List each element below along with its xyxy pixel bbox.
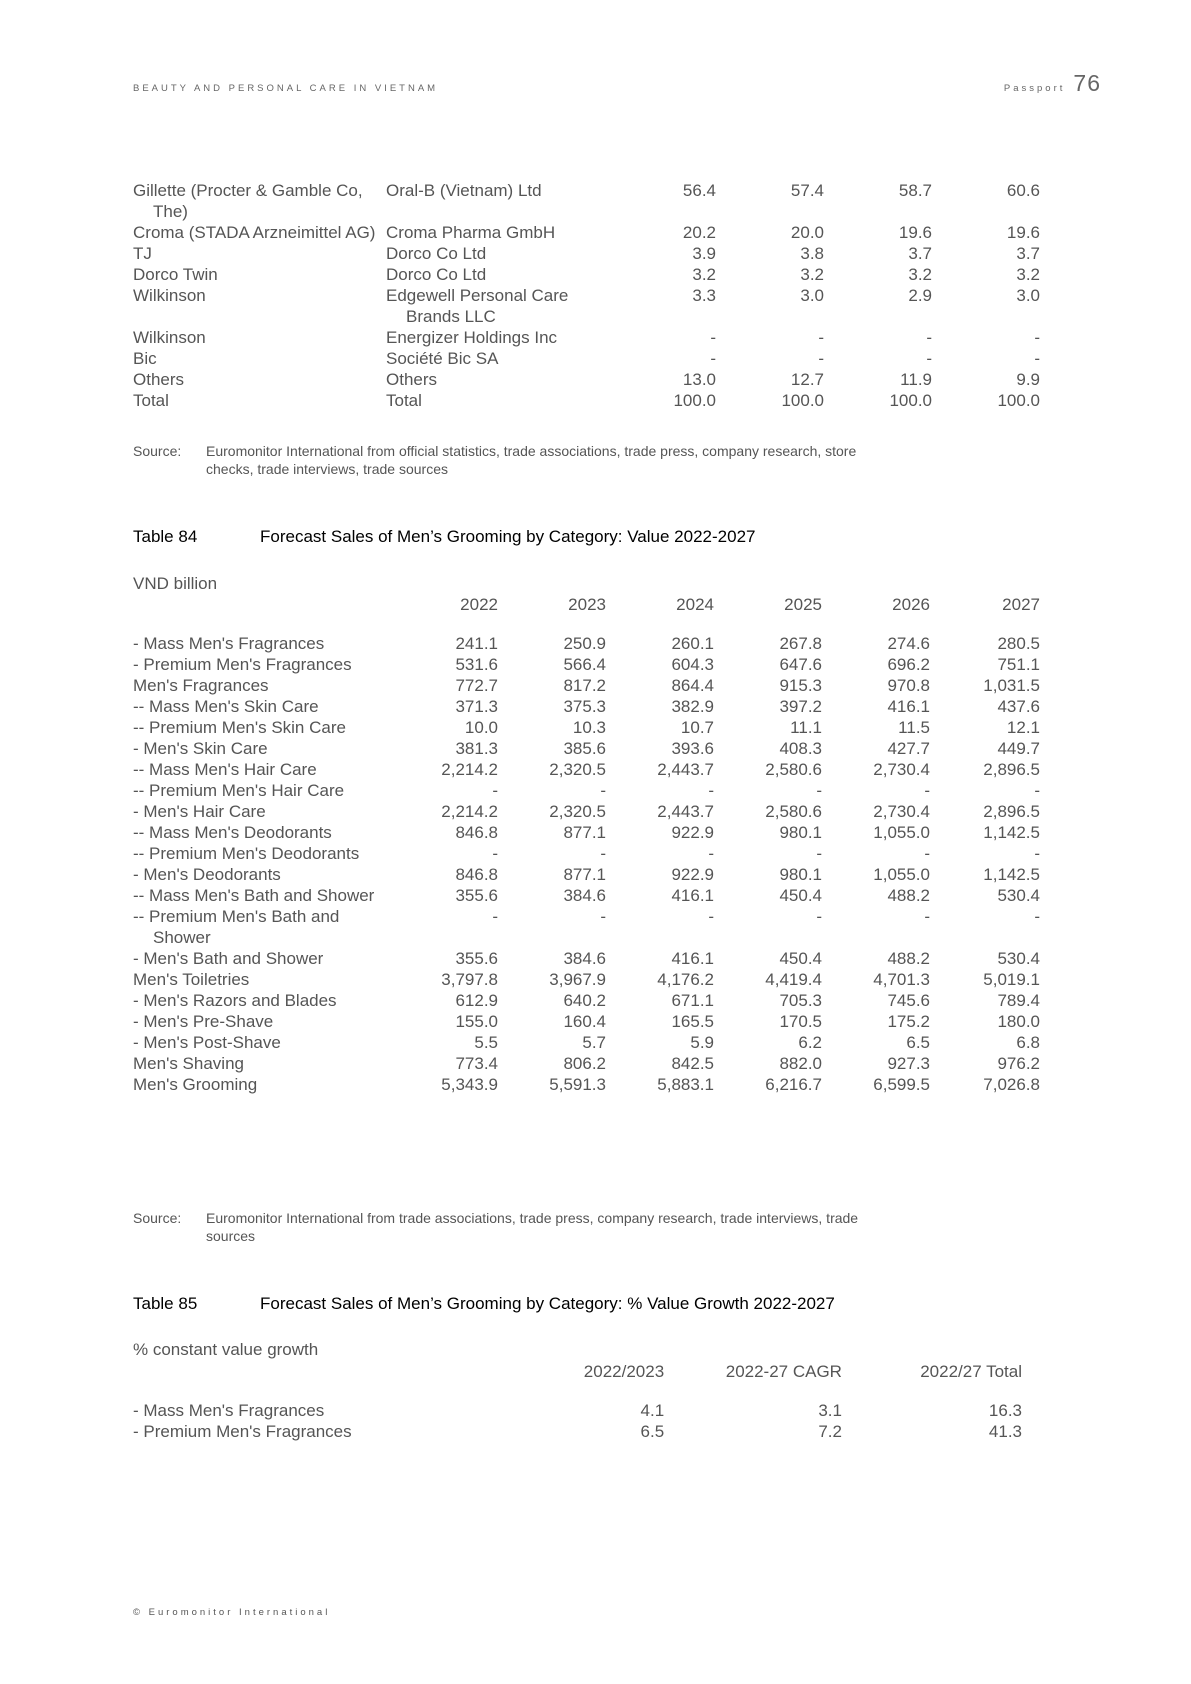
value-cell: -: [708, 844, 714, 863]
value-cell: 842.5: [671, 1054, 714, 1073]
category-cell: - Premium Men's Fragrances: [133, 1422, 352, 1441]
value-cell: 57.4: [790, 181, 824, 200]
value-cell: 922.9: [671, 865, 714, 884]
value-cell: 100.0: [997, 391, 1040, 410]
value-cell: 976.2: [997, 1054, 1040, 1073]
value-cell: 846.8: [455, 865, 498, 884]
value-cell: 384.6: [563, 949, 606, 968]
value-cell: 60.6: [1006, 181, 1040, 200]
value-cell: -: [492, 781, 498, 800]
value-cell: 2,320.5: [549, 802, 606, 821]
value-cell: 56.4: [682, 181, 716, 200]
table-row: [133, 717, 1040, 738]
value-cell: 531.6: [455, 655, 498, 674]
value-cell: -: [926, 349, 932, 368]
value-cell: 180.0: [997, 1012, 1040, 1031]
value-cell: 41.3: [988, 1422, 1022, 1441]
value-cell: 2,896.5: [983, 802, 1040, 821]
source-text: Euromonitor International from official statistics, trade associations, trade press, company research, store checks, trade interviews, trade sources: [206, 443, 857, 477]
table-row: [133, 654, 1040, 675]
value-cell: -: [708, 907, 714, 926]
value-cell: 6,599.5: [873, 1075, 930, 1094]
category-cell: -- Mass Men's Hair Care: [133, 760, 317, 779]
value-cell: -: [924, 907, 930, 926]
year-header: 2024: [676, 595, 714, 614]
table-row: [133, 1421, 1022, 1442]
value-cell: 751.1: [997, 655, 1040, 674]
value-cell: 612.9: [455, 991, 498, 1010]
value-cell: 437.6: [997, 697, 1040, 716]
value-cell: 100.0: [889, 391, 932, 410]
value-cell: -: [1034, 844, 1040, 863]
value-cell: 11.9: [900, 370, 932, 389]
table-row: [133, 759, 1040, 780]
brand-cell: Gillette (Procter & Gamble Co, The): [133, 181, 363, 221]
table-row: [133, 948, 1040, 969]
table85-title: [133, 1294, 835, 1314]
brand-cell: Wilkinson: [133, 286, 206, 305]
value-cell: 280.5: [997, 634, 1040, 653]
value-cell: 160.4: [563, 1012, 606, 1031]
brand-cell: Dorco Twin: [133, 265, 218, 284]
value-cell: 488.2: [887, 886, 930, 905]
value-cell: 1,031.5: [983, 676, 1040, 695]
value-cell: 3.2: [908, 265, 932, 284]
value-cell: 705.3: [779, 991, 822, 1010]
value-cell: 6.5: [906, 1033, 930, 1052]
value-cell: 371.3: [455, 697, 498, 716]
category-cell: -- Mass Men's Deodorants: [133, 823, 332, 842]
table-row: [133, 633, 1040, 654]
value-cell: 566.4: [563, 655, 606, 674]
value-cell: 355.6: [455, 886, 498, 905]
value-cell: 4.1: [640, 1401, 665, 1420]
value-cell: -: [600, 781, 606, 800]
value-cell: 927.3: [887, 1054, 930, 1073]
value-cell: 7,026.8: [983, 1075, 1040, 1094]
value-cell: 3.1: [818, 1401, 842, 1420]
value-cell: 397.2: [779, 697, 822, 716]
source-label: Source:: [133, 443, 182, 459]
table-row: [133, 390, 1040, 411]
value-cell: 3.3: [692, 286, 716, 305]
source-text: Euromonitor International from trade associations, trade press, company research, trade interviews, trade sources: [206, 1210, 859, 1244]
value-cell: 647.6: [779, 655, 822, 674]
category-cell: -- Premium Men's Hair Care: [133, 781, 345, 800]
table-row: [133, 801, 1040, 822]
table-row: [133, 348, 1040, 369]
table-row: [133, 696, 1040, 717]
table-row: [133, 822, 1040, 843]
company-cell: Dorco Co Ltd: [386, 244, 487, 263]
category-cell: - Men's Skin Care: [133, 739, 268, 758]
table-row: [133, 675, 1040, 696]
value-cell: 864.4: [671, 676, 714, 695]
forecast-value-table: [133, 594, 1040, 1095]
value-cell: 393.6: [671, 739, 714, 758]
value-cell: 1,055.0: [873, 823, 930, 842]
category-cell: - Premium Men's Fragrances: [133, 655, 352, 674]
table-row: [133, 243, 1040, 264]
value-cell: -: [818, 328, 824, 347]
company-cell: Société Bic SA: [386, 349, 499, 368]
table84-title: [133, 527, 755, 547]
category-cell: Men's Fragrances: [133, 676, 269, 695]
brand-cell: Croma (STADA Arzneimittel AG): [133, 223, 376, 242]
table84-unit: VND billion: [133, 574, 218, 593]
value-cell: 355.6: [455, 949, 498, 968]
table-row: [133, 1011, 1040, 1032]
value-cell: 382.9: [671, 697, 714, 716]
category-cell: Men's Shaving: [133, 1054, 244, 1073]
company-cell: Edgewell Personal Care Brands LLC: [386, 286, 569, 326]
table-row: [133, 1053, 1040, 1074]
company-cell: Total: [386, 391, 422, 410]
value-cell: 100.0: [673, 391, 716, 410]
value-cell: -: [924, 844, 930, 863]
table85-unit: % constant value growth: [133, 1340, 319, 1359]
company-cell: Energizer Holdings Inc: [386, 328, 558, 347]
value-cell: 3.0: [800, 286, 824, 305]
value-cell: 5.7: [582, 1033, 606, 1052]
value-cell: 10.7: [680, 718, 714, 737]
table-row: [133, 285, 1040, 327]
category-cell: -- Mass Men's Skin Care: [133, 697, 319, 716]
source-label: Source:: [133, 1210, 182, 1226]
table-row: [133, 1074, 1040, 1095]
company-cell: Dorco Co Ltd: [386, 265, 487, 284]
value-cell: -: [926, 328, 932, 347]
header-row: [133, 594, 1040, 615]
table85-number: Table 85: [133, 1294, 198, 1313]
value-cell: -: [816, 907, 822, 926]
value-cell: 20.2: [682, 223, 716, 242]
value-cell: 3.7: [908, 244, 932, 263]
value-cell: 671.1: [671, 991, 714, 1010]
value-cell: -: [600, 907, 606, 926]
value-cell: 3,967.9: [549, 970, 606, 989]
value-cell: 4,419.4: [765, 970, 822, 989]
company-cell: Others: [386, 370, 438, 389]
value-cell: 5,343.9: [441, 1075, 498, 1094]
table-row: [133, 180, 1040, 222]
value-cell: 604.3: [671, 655, 714, 674]
forecast-growth-table: [133, 1361, 1022, 1442]
value-cell: 3.0: [1016, 286, 1040, 305]
category-cell: -- Premium Men's Bath and Shower: [133, 907, 340, 947]
value-cell: 922.9: [671, 823, 714, 842]
value-cell: 10.3: [572, 718, 606, 737]
category-cell: -- Mass Men's Bath and Shower: [133, 886, 375, 905]
value-cell: -: [924, 781, 930, 800]
value-cell: 16.3: [988, 1401, 1022, 1420]
value-cell: 450.4: [779, 949, 822, 968]
category-cell: - Men's Pre-Shave: [133, 1012, 274, 1031]
value-cell: 384.6: [563, 886, 606, 905]
table-row: [133, 906, 1040, 948]
value-cell: 241.1: [455, 634, 498, 653]
value-cell: 3.2: [1016, 265, 1040, 284]
company-cell: Croma Pharma GmbH: [386, 223, 556, 242]
category-cell: - Mass Men's Fragrances: [133, 634, 325, 653]
value-cell: 1,142.5: [983, 823, 1040, 842]
value-cell: 3.9: [692, 244, 716, 263]
year-header: 2026: [892, 595, 930, 614]
value-cell: 789.4: [997, 991, 1040, 1010]
value-cell: 449.7: [997, 739, 1040, 758]
value-cell: 5,883.1: [657, 1075, 714, 1094]
table-row: [133, 264, 1040, 285]
value-cell: 1,055.0: [873, 865, 930, 884]
spacer-row: [133, 615, 1040, 633]
value-cell: -: [816, 781, 822, 800]
value-cell: 7.2: [818, 1422, 842, 1441]
value-cell: -: [708, 781, 714, 800]
value-cell: -: [1034, 328, 1040, 347]
value-cell: 11.1: [790, 718, 822, 737]
category-cell: - Men's Razors and Blades: [133, 991, 337, 1010]
page-number: 76: [1073, 70, 1101, 96]
value-cell: 5.9: [690, 1033, 714, 1052]
value-cell: 980.1: [779, 865, 822, 884]
value-cell: 19.6: [1006, 223, 1040, 242]
table-row: [133, 864, 1040, 885]
table84-number: Table 84: [133, 527, 198, 546]
value-cell: 2,896.5: [983, 760, 1040, 779]
column-header: 2022/27 Total: [920, 1362, 1022, 1381]
year-header: 2022: [460, 595, 498, 614]
value-cell: 12.7: [790, 370, 824, 389]
value-cell: 970.8: [887, 676, 930, 695]
value-cell: 11.5: [898, 718, 930, 737]
value-cell: 2,580.6: [765, 802, 822, 821]
value-cell: 1,142.5: [983, 865, 1040, 884]
category-cell: - Men's Hair Care: [133, 802, 266, 821]
table-row: [133, 1032, 1040, 1053]
brand-name: Passport: [1003, 83, 1066, 94]
value-cell: 2,214.2: [441, 760, 498, 779]
brand-cell: TJ: [133, 244, 152, 263]
table-row: [133, 843, 1040, 864]
category-cell: - Mass Men's Fragrances: [133, 1401, 325, 1420]
value-cell: -: [492, 844, 498, 863]
value-cell: 155.0: [455, 1012, 498, 1031]
value-cell: 2,730.4: [873, 760, 930, 779]
year-header: 2023: [568, 595, 606, 614]
table84-title-text: Forecast Sales of Men’s Grooming by Category: Value 2022-2027: [260, 527, 756, 546]
value-cell: 385.6: [563, 739, 606, 758]
value-cell: 2,443.7: [657, 802, 714, 821]
value-cell: -: [710, 328, 716, 347]
value-cell: 696.2: [887, 655, 930, 674]
value-cell: 267.8: [779, 634, 822, 653]
value-cell: 877.1: [563, 865, 606, 884]
value-cell: 3.2: [800, 265, 824, 284]
header-blank: [133, 594, 390, 615]
table-row: [133, 969, 1040, 990]
table-row: [133, 738, 1040, 759]
value-cell: 408.3: [779, 739, 822, 758]
value-cell: 817.2: [563, 676, 606, 695]
value-cell: 58.7: [898, 181, 932, 200]
year-header: 2027: [1002, 595, 1040, 614]
value-cell: 4,701.3: [873, 970, 930, 989]
value-cell: 274.6: [887, 634, 930, 653]
value-cell: 530.4: [997, 949, 1040, 968]
value-cell: 250.9: [563, 634, 606, 653]
value-cell: 6.8: [1016, 1033, 1040, 1052]
value-cell: 2,320.5: [549, 760, 606, 779]
value-cell: 381.3: [455, 739, 498, 758]
value-cell: 416.1: [887, 697, 930, 716]
value-cell: -: [1034, 907, 1040, 926]
value-cell: 20.0: [790, 223, 824, 242]
column-header: 2022-27 CAGR: [725, 1362, 842, 1381]
table-row: [133, 780, 1040, 801]
value-cell: 6.5: [640, 1422, 665, 1441]
value-cell: 165.5: [671, 1012, 714, 1031]
value-cell: 9.9: [1016, 370, 1040, 389]
value-cell: 877.1: [563, 823, 606, 842]
value-cell: 6.2: [798, 1033, 822, 1052]
value-cell: 375.3: [563, 697, 606, 716]
value-cell: 640.2: [563, 991, 606, 1010]
column-header: 2022/2023: [583, 1362, 665, 1381]
page-header-right: [1004, 70, 1101, 97]
value-cell: 2.9: [908, 286, 932, 305]
value-cell: 260.1: [671, 634, 714, 653]
value-cell: 915.3: [779, 676, 822, 695]
value-cell: 427.7: [887, 739, 930, 758]
table-row: [133, 885, 1040, 906]
value-cell: -: [1034, 781, 1040, 800]
value-cell: 3.8: [800, 244, 824, 263]
spacer-row: [133, 1382, 1022, 1400]
value-cell: 2,730.4: [873, 802, 930, 821]
value-cell: 2,443.7: [657, 760, 714, 779]
company-cell: Oral-B (Vietnam) Ltd: [386, 181, 542, 200]
table83-source: [133, 442, 896, 478]
value-cell: -: [710, 349, 716, 368]
category-cell: - Men's Post-Shave: [133, 1033, 281, 1052]
value-cell: -: [816, 844, 822, 863]
table-row: [133, 222, 1040, 243]
value-cell: 488.2: [887, 949, 930, 968]
value-cell: 773.4: [455, 1054, 498, 1073]
brand-cell: Others: [133, 370, 185, 389]
value-cell: 416.1: [671, 886, 714, 905]
category-cell: Men's Toiletries: [133, 970, 250, 989]
table-row: [133, 1400, 1022, 1421]
value-cell: 846.8: [455, 823, 498, 842]
table84-source: [133, 1209, 896, 1245]
value-cell: 2,580.6: [765, 760, 822, 779]
value-cell: 170.5: [779, 1012, 822, 1031]
category-cell: - Men's Deodorants: [133, 865, 281, 884]
value-cell: 806.2: [563, 1054, 606, 1073]
value-cell: 13.0: [682, 370, 716, 389]
value-cell: 10.0: [464, 718, 498, 737]
value-cell: 5.5: [474, 1033, 498, 1052]
value-cell: 19.6: [898, 223, 932, 242]
year-header: 2025: [784, 595, 822, 614]
value-cell: 745.6: [887, 991, 930, 1010]
value-cell: -: [818, 349, 824, 368]
value-cell: 175.2: [887, 1012, 930, 1031]
brand-cell: Bic: [133, 349, 157, 368]
value-cell: 2,214.2: [441, 802, 498, 821]
value-cell: 980.1: [779, 823, 822, 842]
value-cell: -: [600, 844, 606, 863]
value-cell: 772.7: [455, 676, 498, 695]
value-cell: 450.4: [779, 886, 822, 905]
value-cell: 12.1: [1006, 718, 1040, 737]
value-cell: 3.7: [1016, 244, 1040, 263]
footer-copyright: © Euromonitor International: [133, 1607, 331, 1618]
brand-cell: Total: [133, 391, 169, 410]
value-cell: -: [492, 907, 498, 926]
value-cell: 6,216.7: [765, 1075, 822, 1094]
header-row: [133, 1361, 1022, 1382]
value-cell: 882.0: [779, 1054, 822, 1073]
report-header-title: BEAUTY AND PERSONAL CARE IN VIETNAM: [133, 83, 439, 94]
brand-cell: Wilkinson: [133, 328, 206, 347]
header-blank: [133, 1361, 439, 1382]
table-row: [133, 369, 1040, 390]
category-cell: -- Premium Men's Deodorants: [133, 844, 360, 863]
value-cell: 416.1: [671, 949, 714, 968]
value-cell: 3,797.8: [441, 970, 498, 989]
category-cell: - Men's Bath and Shower: [133, 949, 324, 968]
table85-title-text: Forecast Sales of Men’s Grooming by Category: % Value Growth 2022-2027: [260, 1294, 835, 1313]
table-row: [133, 327, 1040, 348]
value-cell: 4,176.2: [657, 970, 714, 989]
value-cell: -: [1034, 349, 1040, 368]
value-cell: 530.4: [997, 886, 1040, 905]
brand-share-table-continued: [133, 180, 1040, 411]
value-cell: 3.2: [692, 265, 716, 284]
table-row: [133, 990, 1040, 1011]
value-cell: 100.0: [781, 391, 824, 410]
category-cell: Men's Grooming: [133, 1075, 258, 1094]
value-cell: 5,591.3: [549, 1075, 606, 1094]
value-cell: 5,019.1: [983, 970, 1040, 989]
category-cell: -- Premium Men's Skin Care: [133, 718, 346, 737]
